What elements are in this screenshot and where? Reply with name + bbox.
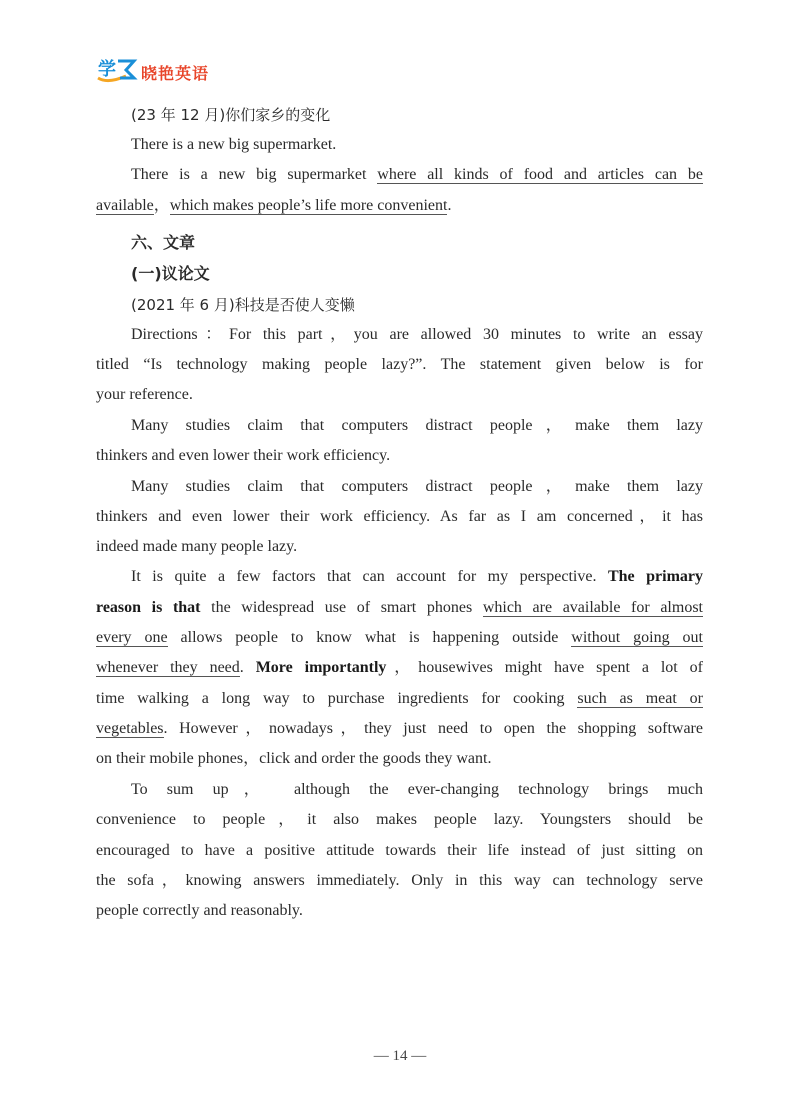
- improved-sentence-line-2: available，which makes people’s life more convenient.: [96, 197, 452, 214]
- essay-prompt-title: (2021 年 6 月)科技是否使人变懒: [131, 296, 355, 314]
- improved-sentence-line-1: There is a new big supermarket where all kinds of food and articles can be: [131, 166, 703, 183]
- underlined-clause: vegetables: [96, 720, 164, 737]
- underlined-clause: such as meat or: [577, 690, 704, 707]
- statement-line: Many studies claim that computers distract people，make them lazy: [131, 417, 703, 434]
- underlined-clause: which makes people’s life more convenient: [169, 197, 448, 214]
- logo-label: 晓艳英语: [141, 63, 210, 83]
- publisher-logo: [96, 56, 209, 86]
- essay-line: on their mobile phones，click and order the goods they want.: [96, 750, 492, 767]
- underlined-clause: without going out: [571, 629, 703, 646]
- underlined-clause: which are available for almost: [482, 599, 703, 616]
- page-number: — 14 —: [373, 1048, 427, 1064]
- essay-line: indeed made many people lazy.: [96, 538, 298, 555]
- directions-line: titled “Is technology making people lazy?”. The statement given below is for: [96, 356, 703, 373]
- section-subheading: (一)议论文: [131, 264, 210, 283]
- xueersi-logo-icon: [96, 56, 138, 86]
- essay-line: reason is that the widespread use of smart phones which are available for almost: [96, 599, 703, 616]
- essay-line: people correctly and reasonably.: [96, 902, 303, 919]
- essay-line: To sum up， although the ever-changing technology brings much: [131, 781, 703, 798]
- essay-line: every one allows people to know what is happening outside without going out: [96, 629, 703, 646]
- essay-line: the sofa，knowing answers immediately. Only in this way can technology serve: [96, 872, 703, 889]
- directions-line: Directions：For this part，you are allowed 30 minutes to write an essay: [131, 326, 703, 343]
- prompt-title: (23 年 12 月)你们家乡的变化: [131, 106, 331, 124]
- essay-line: It is quite a few factors that can account for my perspective. The primary: [131, 568, 703, 585]
- essay-line: vegetables. However，nowadays，they just need to open the shopping software: [96, 720, 703, 737]
- section-heading: 六、文章: [131, 233, 196, 252]
- underlined-clause: available: [96, 197, 154, 214]
- directions-line: your reference.: [96, 386, 193, 403]
- essay-line: encouraged to have a positive attitude towards their life instead of just sitting on: [96, 842, 703, 859]
- underlined-clause: where all kinds of food and articles can be: [377, 166, 703, 183]
- essay-line: whenever they need. More importantly，housewives might have spent a lot of: [96, 659, 703, 676]
- essay-line: time walking a long way to purchase ingredients for cooking such as meat or: [96, 690, 704, 707]
- essay-line: convenience to people，it also makes people lazy. Youngsters should be: [96, 811, 703, 828]
- simple-sentence: There is a new big supermarket.: [131, 136, 337, 153]
- essay-line: Many studies claim that computers distract people，make them lazy: [131, 478, 703, 495]
- essay-line: thinkers and even lower their work efficiency. As far as I am concerned，it has: [96, 508, 703, 525]
- svg-text:学: 学: [98, 59, 116, 80]
- statement-line: thinkers and even lower their work efficiency.: [96, 447, 391, 464]
- underlined-clause: every one: [96, 629, 168, 646]
- underlined-clause: whenever they need: [96, 659, 240, 676]
